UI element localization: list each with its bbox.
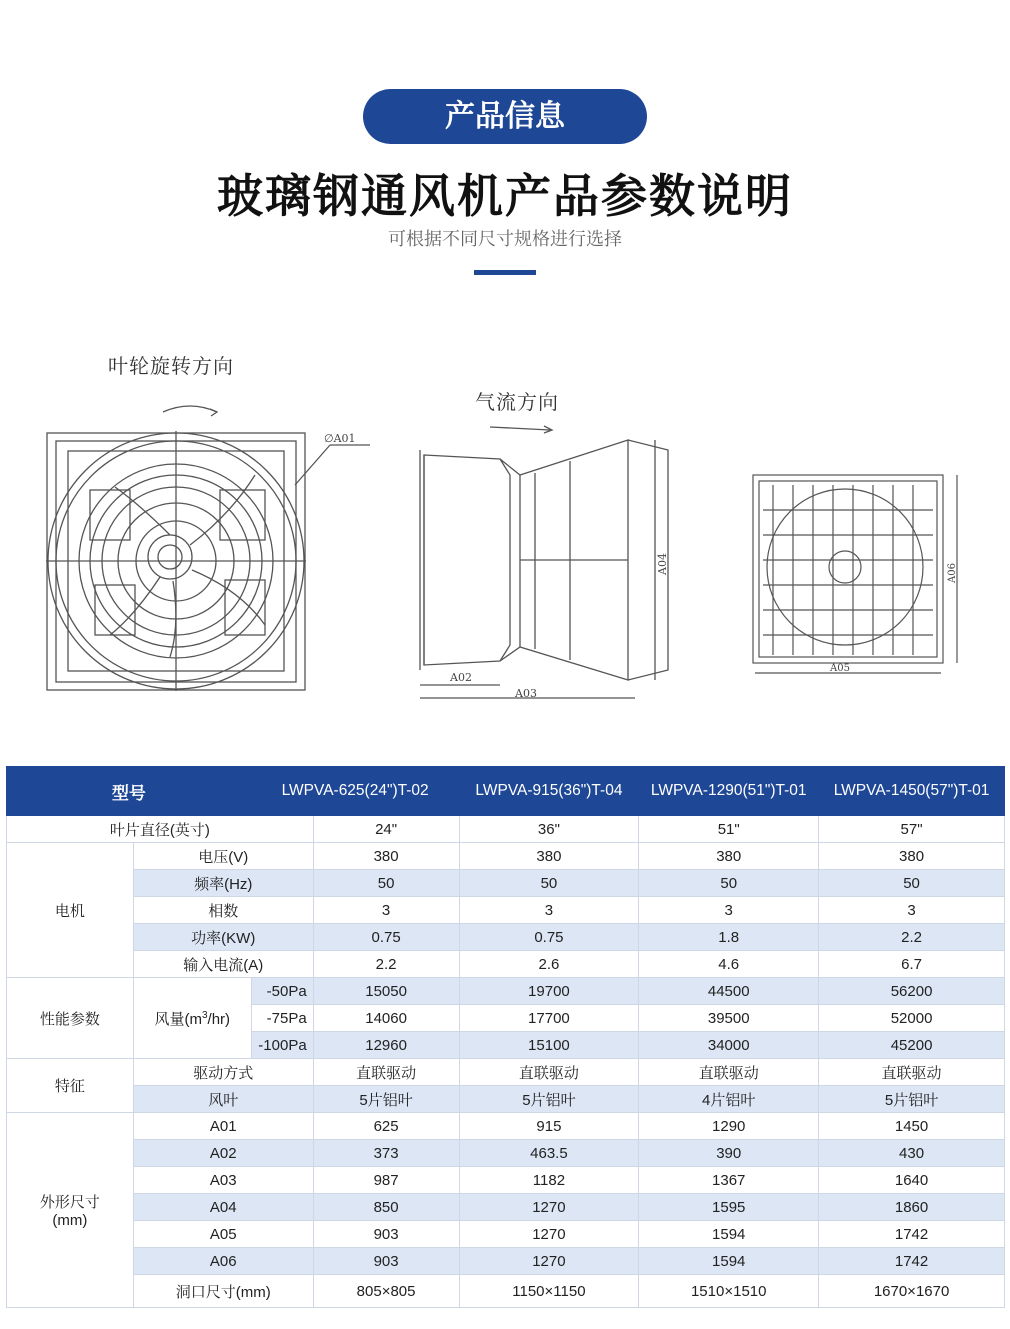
group-label: 性能参数 (7, 978, 134, 1059)
cell: 45200 (819, 1032, 1005, 1059)
table-row (7, 1086, 1005, 1113)
cell: 2.6 (459, 951, 639, 978)
table-row (7, 1167, 1005, 1194)
table-row (7, 1221, 1005, 1248)
pressure-label: -50Pa (251, 978, 313, 1005)
cell: 52000 (819, 1005, 1005, 1032)
cell: 625 (313, 1113, 459, 1140)
page-title: 玻璃钢通风机产品参数说明 (217, 169, 793, 223)
cell: 1742 (819, 1248, 1005, 1275)
cell: 1270 (459, 1248, 639, 1275)
cell: 373 (313, 1140, 459, 1167)
row-label: A03 (133, 1167, 313, 1194)
cell: 850 (313, 1194, 459, 1221)
cell: 1290 (639, 1113, 819, 1140)
group-label: 外形尺寸 (mm) (7, 1113, 134, 1308)
title-underline (474, 270, 536, 275)
pressure-label: -75Pa (251, 1005, 313, 1032)
row-label: A06 (133, 1248, 313, 1275)
row-label: 频率(Hz) (133, 870, 313, 897)
page-subtitle: 可根据不同尺寸规格进行选择 (388, 229, 622, 250)
model-name: LWPVA-1450(57")T-01 (819, 767, 1005, 816)
cell: 3 (459, 897, 639, 924)
cell: 903 (313, 1221, 459, 1248)
cell: 390 (639, 1140, 819, 1167)
table-row (7, 924, 1005, 951)
row-label: 输入电流(A) (133, 951, 313, 978)
cell: 0.75 (459, 924, 639, 951)
cell: 1182 (459, 1167, 639, 1194)
cell: 0.75 (313, 924, 459, 951)
table-header-row (7, 767, 1005, 816)
cell: 34000 (639, 1032, 819, 1059)
row-label: 风叶 (133, 1086, 313, 1113)
row-label: 功率(KW) (133, 924, 313, 951)
cell: 1742 (819, 1221, 1005, 1248)
cell: 1640 (819, 1167, 1005, 1194)
cell: 57" (819, 816, 1005, 843)
cell: 4.6 (639, 951, 819, 978)
cell: 3 (639, 897, 819, 924)
dim-a03: A03 (515, 687, 537, 700)
table-row (7, 1059, 1005, 1086)
cell: 56200 (819, 978, 1005, 1005)
model-header: 型号 (7, 767, 252, 816)
rotation-direction-label: 叶轮旋转方向 (108, 354, 234, 378)
cell: 1270 (459, 1221, 639, 1248)
table-row (7, 1113, 1005, 1140)
cell: 2.2 (819, 924, 1005, 951)
airflow-direction-label: 气流方向 (475, 390, 559, 414)
row-label: 驱动方式 (133, 1059, 313, 1086)
cell: 4片铝叶 (639, 1086, 819, 1113)
row-label: 相数 (133, 897, 313, 924)
cell: 17700 (459, 1005, 639, 1032)
table-row (7, 1275, 1005, 1308)
row-label: 电压(V) (133, 843, 313, 870)
front-view-diagram (40, 395, 380, 705)
cell: 1594 (639, 1248, 819, 1275)
cell: 1510×1510 (639, 1275, 819, 1308)
table-row (7, 843, 1005, 870)
cell: 380 (639, 843, 819, 870)
back-view-diagram (745, 465, 970, 690)
cell: 直联驱动 (819, 1059, 1005, 1086)
cell: 380 (459, 843, 639, 870)
table-row (7, 978, 1005, 1005)
side-view-diagram (410, 415, 680, 705)
cell: 直联驱动 (313, 1059, 459, 1086)
table-row (7, 816, 1005, 843)
table-row (7, 870, 1005, 897)
table-row (7, 951, 1005, 978)
cell: 1270 (459, 1194, 639, 1221)
dim-a06: A06 (947, 563, 958, 583)
airflow-label: 风量$(m^3/hr)$ (133, 978, 251, 1059)
row-label: 洞口尺寸(mm) (133, 1275, 313, 1308)
cell: 14060 (313, 1005, 459, 1032)
cell: 1367 (639, 1167, 819, 1194)
cell: 50 (639, 870, 819, 897)
cell: 12960 (313, 1032, 459, 1059)
cell: 1860 (819, 1194, 1005, 1221)
row-label: A02 (133, 1140, 313, 1167)
cell: 430 (819, 1140, 1005, 1167)
cell: 1450 (819, 1113, 1005, 1140)
cell: 915 (459, 1113, 639, 1140)
cell: 987 (313, 1167, 459, 1194)
row-label: 叶片直径(英寸) (7, 816, 314, 843)
cell: 5片铝叶 (459, 1086, 639, 1113)
row-label: A05 (133, 1221, 313, 1248)
spec-table (6, 766, 1005, 1308)
cell: 2.2 (313, 951, 459, 978)
cell: 15100 (459, 1032, 639, 1059)
table-row (7, 1194, 1005, 1221)
dim-a05: A05 (830, 663, 850, 674)
cell: 5片铝叶 (819, 1086, 1005, 1113)
dim-a01: ∅A01 (324, 432, 356, 445)
cell: 3 (819, 897, 1005, 924)
pressure-label: -100Pa (251, 1032, 313, 1059)
cell: 50 (819, 870, 1005, 897)
cell: 380 (819, 843, 1005, 870)
cell: 39500 (639, 1005, 819, 1032)
cell: 50 (313, 870, 459, 897)
cell: 直联驱动 (639, 1059, 819, 1086)
cell: 50 (459, 870, 639, 897)
model-name: LWPVA-625(24")T-02 (251, 767, 459, 816)
model-name: LWPVA-915(36")T-04 (459, 767, 639, 816)
cell: 1.8 (639, 924, 819, 951)
cell: 3 (313, 897, 459, 924)
cell: 44500 (639, 978, 819, 1005)
dim-a04: A04 (656, 553, 669, 575)
cell: 36" (459, 816, 639, 843)
table-row (7, 1248, 1005, 1275)
cell: 1670×1670 (819, 1275, 1005, 1308)
cell: 1594 (639, 1221, 819, 1248)
cell: 1150×1150 (459, 1275, 639, 1308)
cell: 19700 (459, 978, 639, 1005)
row-label: A04 (133, 1194, 313, 1221)
cell: 直联驱动 (459, 1059, 639, 1086)
dim-a02: A02 (450, 671, 472, 684)
cell: 805×805 (313, 1275, 459, 1308)
cell: 24" (313, 816, 459, 843)
cell: 380 (313, 843, 459, 870)
cell: 5片铝叶 (313, 1086, 459, 1113)
model-name: LWPVA-1290(51")T-01 (639, 767, 819, 816)
cell: 1595 (639, 1194, 819, 1221)
table-row (7, 897, 1005, 924)
group-label: 电机 (7, 843, 134, 978)
cell: 51" (639, 816, 819, 843)
cell: 15050 (313, 978, 459, 1005)
cell: 6.7 (819, 951, 1005, 978)
table-row (7, 1140, 1005, 1167)
cell: 463.5 (459, 1140, 639, 1167)
cell: 903 (313, 1248, 459, 1275)
section-badge: 产品信息 (363, 89, 647, 144)
group-label: 特征 (7, 1059, 134, 1113)
row-label: A01 (133, 1113, 313, 1140)
